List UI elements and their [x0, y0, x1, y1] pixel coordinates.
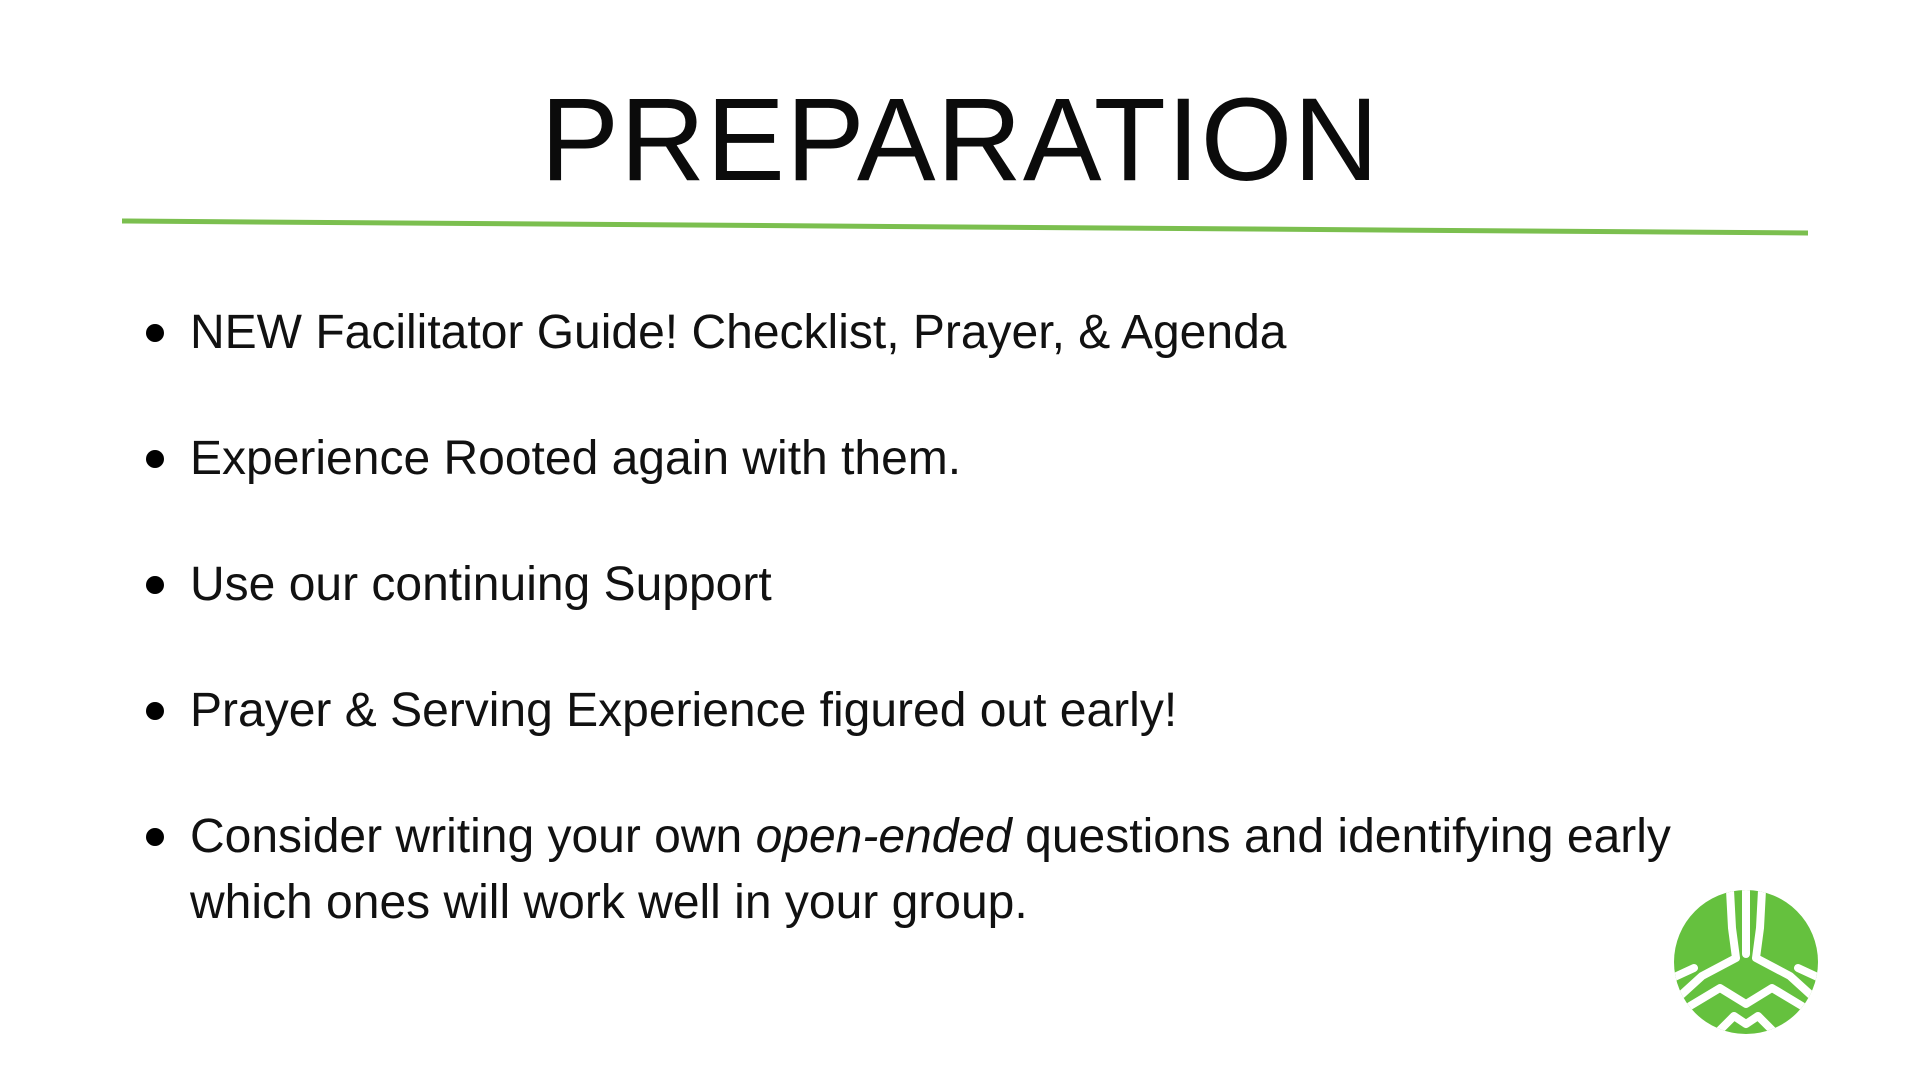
bullet-dot — [146, 576, 164, 594]
bullet-item — [140, 426, 1700, 492]
bullet-dot — [146, 450, 164, 468]
bullet-item — [140, 300, 1700, 366]
bullet-text-end: questions and identifying early which ones will work well in your group. — [190, 810, 1671, 929]
bullet-text-emphasis: open-ended — [755, 810, 1012, 863]
bullet-dot — [146, 702, 164, 720]
bullet-dot — [146, 324, 164, 342]
bullet-text-start: Consider writing your own — [190, 810, 756, 863]
rooted-tree-logo-icon — [1672, 888, 1820, 1036]
bullet-item — [140, 552, 1700, 618]
title-divider-line — [122, 221, 1808, 233]
bullet-text: Use our continuing Support — [190, 558, 772, 611]
bullet-item — [140, 804, 1700, 936]
slide-title: PREPARATION — [540, 74, 1380, 206]
bullet-dot — [146, 828, 164, 846]
bullet-item — [140, 678, 1700, 744]
bullet-text: Experience Rooted again with them. — [190, 432, 962, 485]
bullet-text: Prayer & Serving Experience figured out early! — [190, 684, 1178, 737]
bullet-text: NEW Facilitator Guide! Checklist, Prayer, & Agenda — [190, 306, 1287, 359]
bullet-list — [140, 300, 1700, 996]
title-divider — [122, 218, 1808, 240]
bullet-text — [190, 810, 1671, 929]
